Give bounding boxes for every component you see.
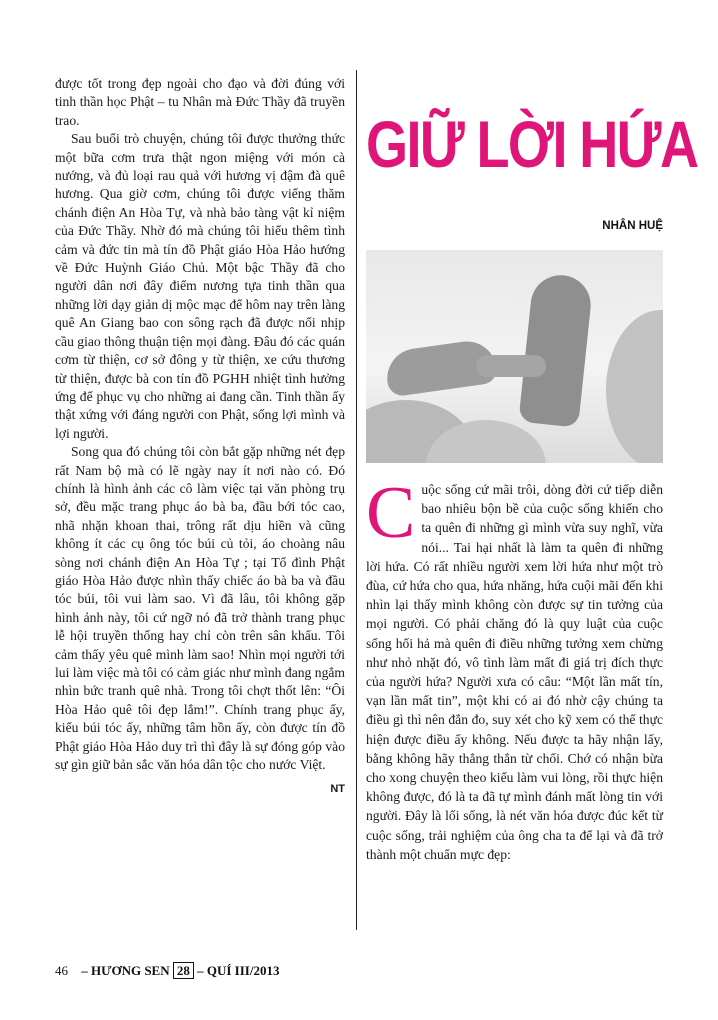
left-column: [55, 75, 345, 799]
pinky-promise-hands-photo: [366, 250, 663, 463]
magazine-name: – HƯƠNG SEN: [81, 963, 170, 978]
article-body: [366, 472, 663, 864]
article-intro-text: uộc sống cứ mãi trôi, dòng đời cứ tiếp diễn bao nhiêu bộn bề của cuộc sống khiến cho ta quên đi những gì mình vừa suy nghĩ, vừa nói... Tai hại nhất là làm ta quên đi những lời hứa. Có rất nhiều người xem lời hứa như một trò đùa, cứ hứa cho qua, hứa nhăng, hứa cuội mãi đến khi nhìn lại thấy mình không còn được sự tin tưởng của mọi người. Có phải chăng đó là quy luật của cuộc sống hối hả mà quên đi điều những tưởng xem chừng như nhỏ nhặt đó, vô tình làm mất đi giá trị đích thực của người hứa? Người xưa có câu: “Một lần mất tín, vạn lần mất tin”, một khi có ai đó nhờ cậy chúng ta điều gì thì nên đắn đo, suy xét cho kỹ xem có thể thực hiện được điều ấy không. Nếu được ta hãy nhận lấy, bằng không hãy thẳng thắn từ chối. Chớ có nhận bừa cho xong chuyện theo kiểu làm vui lòng, rồi thực hiện không được, đó là ta đã tự mình đánh mất lòng tin với người. Đây là lối sống, là nét văn hóa được đúc kết từ cuộc sống, trải nghiệm của ông cha ta để lại và đã trở thành một chuẩn mực đẹp:: [366, 482, 663, 862]
dropcap: C: [366, 472, 416, 554]
column-divider: [356, 70, 357, 930]
article-intro-paragraph: [366, 472, 663, 864]
left-paragraph-2: Sau buổi trò chuyện, chúng tôi được thưởng thức một bữa cơm trưa thật ngon miệng với món cà nướng, và đủ loại rau quả với hương vị đậm đà quê hương. Qua giờ cơm, chúng tôi được viếng thăm chánh điện An Hòa Tự, và nhà bảo tàng vật kỉ niệm của Đức Thầy. Nhờ đó mà chúng tôi hiểu thêm tình cảm và đức tin mà tín đồ Phật giáo Hòa Hảo hướng về Đức Huỳnh Giáo Chủ. Một bậc Thầy đã cho người dân nơi đây điểm nương tựa tinh thần qua những lời dạy giản dị mộc mạc để hôm nay trên làng quê An Giang bao con sông rạch đã được nối nhịp cầu giao thông thuận tiện mọi đàng. Đâu đó các quán cơm từ thiện, cơ sở đông y từ thiện, xe cứu thương từ thiện, được bà con tín đồ PGHH nhiệt tình hưởng ứng để phục vụ cho những ai đang cần. Tinh thần ấy thật xứng với đáng người con Phật, sống lợi mình và lợi người.: [55, 131, 345, 441]
left-paragraph-3: Song qua đó chúng tôi còn bắt gặp những nét đẹp rất Nam bộ mà có lẽ ngày nay ít nơi nào có. Đó chính là hình ảnh các cô làm việc tại văn phòng trụ sở, đều mặc trang phục áo bà ba, đầu bới tóc cao, nhã nhặn khoan thai, trông rất dịu hiền và cũng không ít các cụ ông tóc búi củ tỏi, áo choàng nâu sòng nơi chánh điện An Hòa Tự ; tại Tổ đình Phật giáo Hòa Hảo được nhìn thấy chiếc áo bà ba và đầu tóc búi, tôi vui làm sao. Vì đã lâu, tôi không gặp hình ảnh này, tôi cứ ngỡ nó đã trở thành trang phục lễ hội truyền thống hay chỉ còn trên sân khấu. Tôi cảm thấy yêu quê mình làm sao! Nhìn mọi người tới lui làm việc mà tôi có cảm giác như mình đang ngắm nhìn bức tranh quê nhà. Trong tôi chợt thốt lên: “Ôi Hòa Hảo quê tôi đẹp lắm!”. Chính trang phục ấy, kiểu búi tóc ấy, những tâm hồn ấy, còn được tín đồ Phật giáo Hòa Hảo duy trì thì đây là sự đóng góp vào sự gìn giữ bản sắc văn hóa dân tộc cho nước Việt.: [55, 444, 345, 773]
issue-period: – QUÍ III/2013: [197, 963, 280, 978]
signature: NT: [330, 783, 345, 796]
page-number: 46: [55, 963, 68, 978]
issue-number: 28: [173, 962, 194, 979]
left-paragraph-1: được tốt trong đẹp ngoài cho đạo và đời đúng với tinh thần học Phật – tu Nhân mà Đức Thầy đã truyền trao.: [55, 76, 345, 128]
article-title: GIỮ LỜI HỨA: [366, 107, 698, 181]
page-footer: [55, 962, 279, 979]
article-author: NHÂN HUỆ: [602, 220, 663, 232]
